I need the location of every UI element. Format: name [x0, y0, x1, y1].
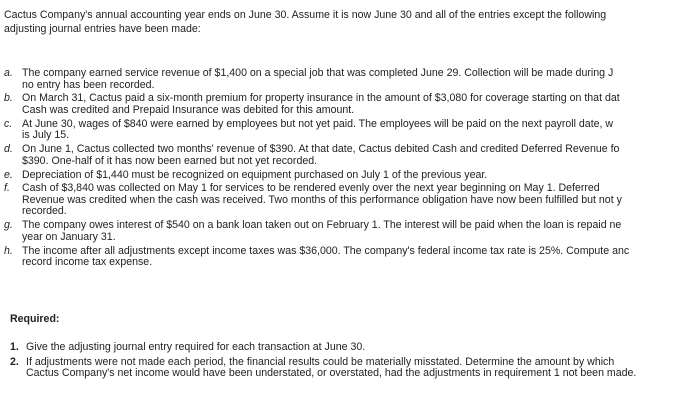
requirement-line: Cactus Company's net income would have been understated, or overstated, had the adjustments in requirement 1 not been made.: [26, 367, 637, 379]
required-heading: Required:: [10, 313, 60, 325]
item-label: g.: [4, 219, 13, 232]
transaction-list: [4, 68, 629, 271]
item-label: e.: [4, 168, 13, 181]
intro-paragraph: [4, 8, 606, 36]
requirement-line: Give the adjusting journal entry required for each transaction at June 30.: [26, 341, 366, 353]
transaction-item-h: [4, 246, 629, 269]
item-line: The company owes interest of $540 on a bank loan taken out on February 1. The interest will be paid when the loan is repaid ne: [22, 219, 622, 232]
requirement-number: 2.: [10, 355, 19, 368]
item-label: d.: [4, 143, 13, 156]
item-label: a.: [4, 67, 13, 79]
item-line: record income tax expense.: [22, 256, 153, 269]
item-line: Cash of $3,840 was collected on May 1 for services to be rendered evenly over the next year beginning on May 1. Deferred: [22, 182, 600, 195]
transaction-item-e: [4, 170, 629, 182]
item-label: b.: [4, 92, 13, 105]
transaction-item-a: [4, 68, 629, 91]
intro-line: Cactus Company's annual accounting year ends on June 30. Assume it is now June 30 and all of the entries except the following: [4, 9, 607, 21]
item-line: Depreciation of $1,440 must be recognized on equipment purchased on July 1 of the previous year.: [22, 168, 488, 181]
item-label: h.: [4, 244, 13, 257]
item-line: The income after all adjustments except income taxes was $36,000. The company's federal income tax rate is 25%. Compute anc: [22, 244, 630, 257]
item-line: On March 31, Cactus paid a six-month premium for property insurance in the amount of $3,080 for coverage starting on that dat: [22, 92, 620, 105]
requirement-line: If adjustments were not made each period, the financial results could be materially misstated. Determine the amount by which: [26, 355, 615, 368]
item-line: On June 1, Cactus collected two months' revenue of $390. At that date, Cactus debited Cash and credited Deferred Revenue fo: [22, 143, 620, 156]
transaction-item-f: [4, 183, 629, 218]
requirements-list: [10, 342, 636, 383]
item-label: f.: [4, 182, 10, 195]
item-line: The company earned service revenue of $1,400 on a special job that was completed June 29. Collection will be made during J: [22, 67, 614, 79]
requirement-1: [10, 342, 636, 354]
item-line: year on January 31.: [22, 230, 116, 243]
transaction-item-d: [4, 144, 629, 167]
item-line: no entry has been recorded.: [22, 78, 155, 91]
item-line: Revenue was credited when the cash was received. Two months of this performance obligation have now been fulfilled but not y: [22, 193, 622, 206]
item-line: recorded.: [22, 205, 67, 218]
item-line: is July 15.: [22, 129, 70, 142]
item-line: Cash was credited and Prepaid Insurance was debited for this amount.: [22, 103, 355, 116]
requirement-2: [10, 357, 636, 380]
transaction-item-g: [4, 220, 629, 243]
requirement-number: 1.: [10, 341, 19, 353]
transaction-item-b: [4, 93, 629, 116]
item-label: c.: [4, 117, 13, 130]
item-line: $390. One-half of it has now been earned but not yet recorded.: [22, 154, 318, 167]
intro-line: adjusting journal entries have been made:: [4, 23, 201, 35]
transaction-item-c: [4, 119, 629, 142]
item-line: At June 30, wages of $840 were earned by employees but not yet paid. The employees will be paid on the next payroll date, w: [22, 117, 614, 130]
